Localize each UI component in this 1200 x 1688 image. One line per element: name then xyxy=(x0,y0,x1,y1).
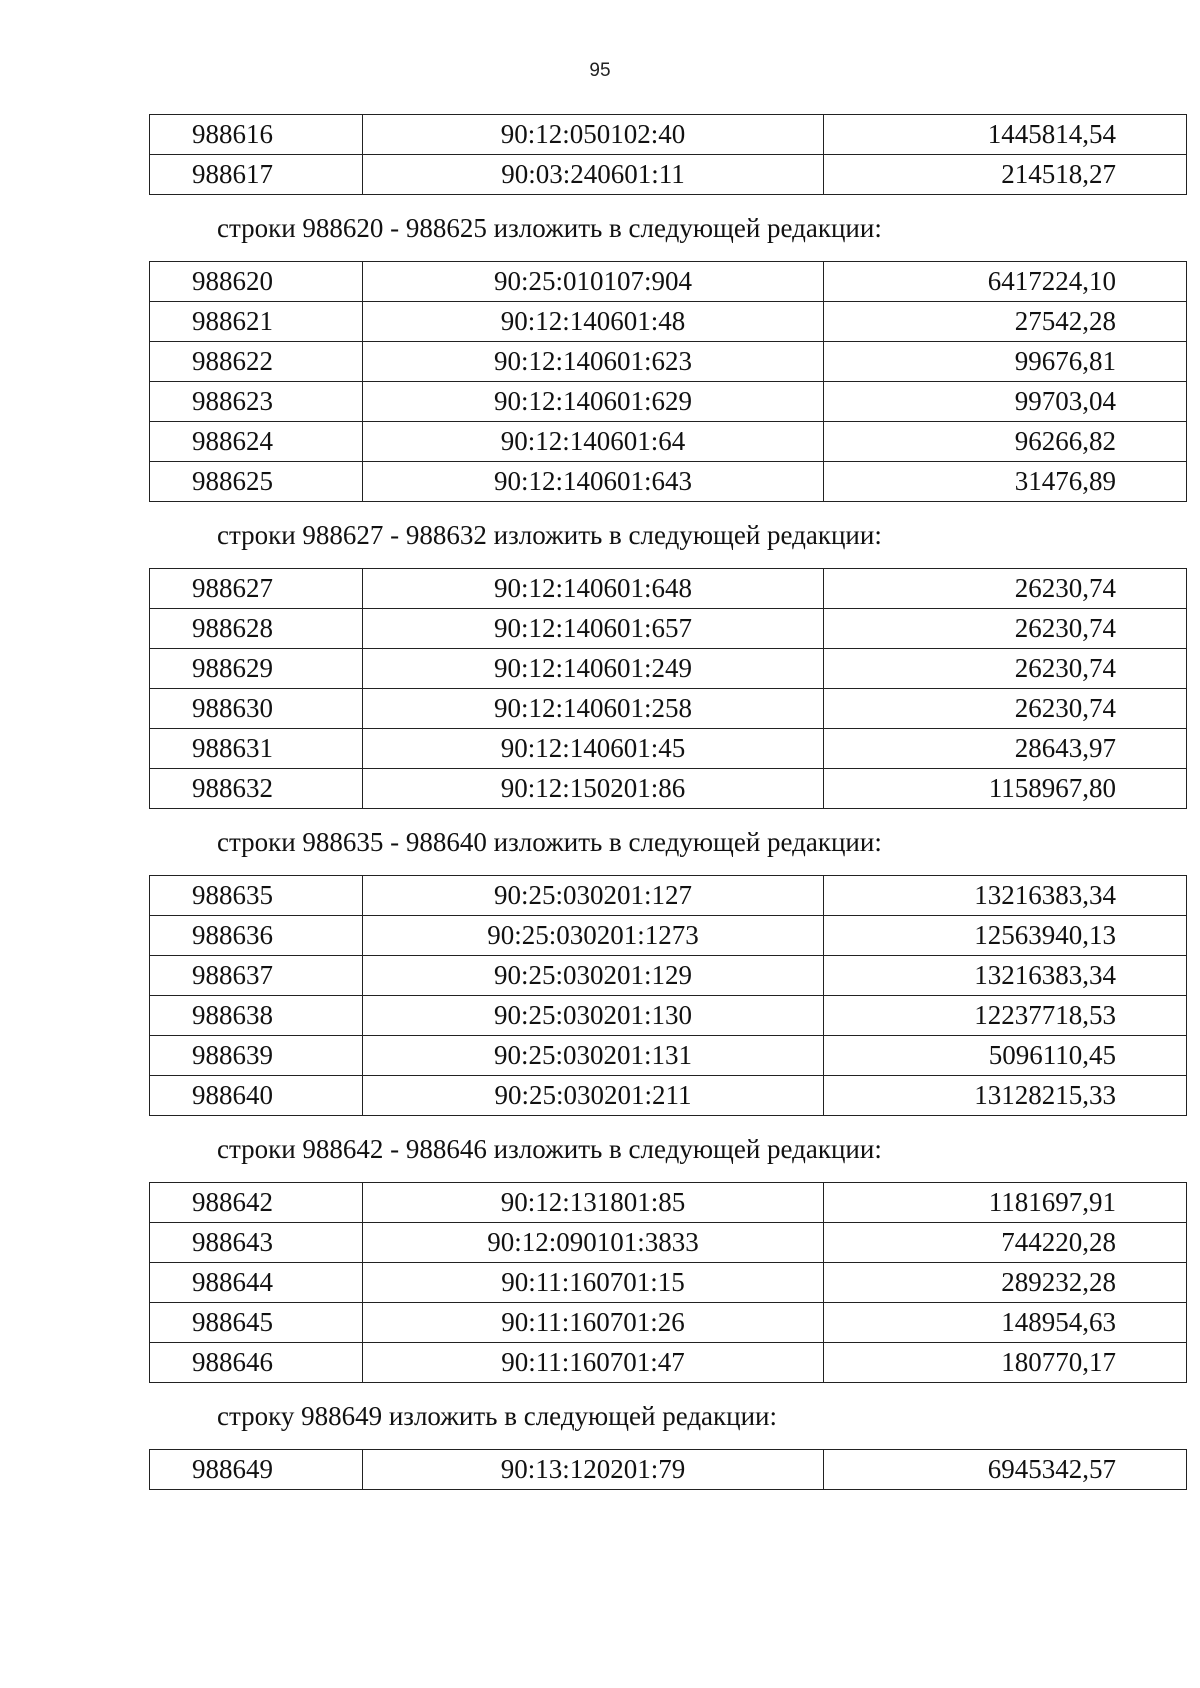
cadastral-number-cell: 90:12:140601:45 xyxy=(363,729,824,769)
table-row xyxy=(150,342,1187,382)
document-body xyxy=(149,114,1116,1490)
table-row xyxy=(150,569,1187,609)
table-row xyxy=(150,422,1187,462)
row-number-cell: 988649 xyxy=(150,1450,363,1490)
row-number-cell: 988630 xyxy=(150,689,363,729)
row-number-cell: 988620 xyxy=(150,262,363,302)
cadastral-value-cell: 214518,27 xyxy=(824,155,1187,195)
row-number-cell: 988624 xyxy=(150,422,363,462)
cadastral-number-cell: 90:12:140601:623 xyxy=(363,342,824,382)
cadastral-number-cell: 90:25:030201:129 xyxy=(363,956,824,996)
cadastral-number-cell: 90:12:140601:258 xyxy=(363,689,824,729)
cadastral-table xyxy=(149,261,1187,502)
table-row xyxy=(150,916,1187,956)
table-row xyxy=(150,729,1187,769)
row-number-cell: 988638 xyxy=(150,996,363,1036)
cadastral-value-cell: 148954,63 xyxy=(824,1303,1187,1343)
table-row xyxy=(150,1183,1187,1223)
cadastral-table xyxy=(149,875,1187,1116)
table-row xyxy=(150,1036,1187,1076)
cadastral-value-cell: 99676,81 xyxy=(824,342,1187,382)
row-number-cell: 988637 xyxy=(150,956,363,996)
cadastral-value-cell: 13216383,34 xyxy=(824,956,1187,996)
amendment-instruction: строки 988620 - 988625 изложить в следующей редакции: xyxy=(217,213,882,243)
cadastral-number-cell: 90:25:030201:131 xyxy=(363,1036,824,1076)
cadastral-number-cell: 90:25:030201:127 xyxy=(363,876,824,916)
cadastral-value-cell: 1181697,91 xyxy=(824,1183,1187,1223)
table-row xyxy=(150,462,1187,502)
row-number-cell: 988622 xyxy=(150,342,363,382)
cadastral-number-cell: 90:12:140601:249 xyxy=(363,649,824,689)
row-number-cell: 988629 xyxy=(150,649,363,689)
cadastral-value-cell: 744220,28 xyxy=(824,1223,1187,1263)
cadastral-value-cell: 26230,74 xyxy=(824,609,1187,649)
table-row xyxy=(150,115,1187,155)
table-row xyxy=(150,876,1187,916)
table-row xyxy=(150,1303,1187,1343)
cadastral-value-cell: 26230,74 xyxy=(824,649,1187,689)
cadastral-number-cell: 90:11:160701:26 xyxy=(363,1303,824,1343)
row-number-cell: 988616 xyxy=(150,115,363,155)
table-row xyxy=(150,1076,1187,1116)
cadastral-number-cell: 90:25:030201:130 xyxy=(363,996,824,1036)
amendment-instruction: строки 988635 - 988640 изложить в следующей редакции: xyxy=(217,827,882,857)
row-number-cell: 988617 xyxy=(150,155,363,195)
table-row xyxy=(150,649,1187,689)
table-row xyxy=(150,262,1187,302)
table-row xyxy=(150,1263,1187,1303)
page-number: 95 xyxy=(589,60,611,81)
cadastral-value-cell: 12237718,53 xyxy=(824,996,1187,1036)
cadastral-value-cell: 1445814,54 xyxy=(824,115,1187,155)
cadastral-number-cell: 90:03:240601:11 xyxy=(363,155,824,195)
cadastral-value-cell: 12563940,13 xyxy=(824,916,1187,956)
cadastral-number-cell: 90:25:030201:1273 xyxy=(363,916,824,956)
row-number-cell: 988646 xyxy=(150,1343,363,1383)
row-number-cell: 988642 xyxy=(150,1183,363,1223)
table-row xyxy=(150,1223,1187,1263)
cadastral-value-cell: 13216383,34 xyxy=(824,876,1187,916)
row-number-cell: 988636 xyxy=(150,916,363,956)
cadastral-table xyxy=(149,1182,1187,1383)
cadastral-value-cell: 1158967,80 xyxy=(824,769,1187,809)
cadastral-number-cell: 90:12:050102:40 xyxy=(363,115,824,155)
cadastral-table xyxy=(149,114,1187,195)
cadastral-value-cell: 289232,28 xyxy=(824,1263,1187,1303)
table-row xyxy=(150,155,1187,195)
row-number-cell: 988621 xyxy=(150,302,363,342)
row-number-cell: 988645 xyxy=(150,1303,363,1343)
cadastral-value-cell: 96266,82 xyxy=(824,422,1187,462)
row-number-cell: 988643 xyxy=(150,1223,363,1263)
table-row xyxy=(150,1343,1187,1383)
row-number-cell: 988632 xyxy=(150,769,363,809)
row-number-cell: 988631 xyxy=(150,729,363,769)
table-row xyxy=(150,689,1187,729)
row-number-cell: 988644 xyxy=(150,1263,363,1303)
cadastral-table xyxy=(149,1449,1187,1490)
amendment-instruction: строки 988642 - 988646 изложить в следующей редакции: xyxy=(217,1134,882,1164)
cadastral-number-cell: 90:12:140601:48 xyxy=(363,302,824,342)
cadastral-value-cell: 26230,74 xyxy=(824,569,1187,609)
cadastral-value-cell: 99703,04 xyxy=(824,382,1187,422)
cadastral-number-cell: 90:12:140601:643 xyxy=(363,462,824,502)
cadastral-number-cell: 90:12:140601:64 xyxy=(363,422,824,462)
cadastral-number-cell: 90:12:090101:3833 xyxy=(363,1223,824,1263)
cadastral-number-cell: 90:12:140601:657 xyxy=(363,609,824,649)
table-row xyxy=(150,769,1187,809)
table-row xyxy=(150,609,1187,649)
cadastral-number-cell: 90:12:150201:86 xyxy=(363,769,824,809)
cadastral-table xyxy=(149,568,1187,809)
cadastral-value-cell: 6417224,10 xyxy=(824,262,1187,302)
cadastral-value-cell: 27542,28 xyxy=(824,302,1187,342)
cadastral-number-cell: 90:12:140601:648 xyxy=(363,569,824,609)
cadastral-value-cell: 6945342,57 xyxy=(824,1450,1187,1490)
cadastral-number-cell: 90:11:160701:47 xyxy=(363,1343,824,1383)
row-number-cell: 988640 xyxy=(150,1076,363,1116)
amendment-instruction: строки 988627 - 988632 изложить в следующей редакции: xyxy=(217,520,882,550)
cadastral-number-cell: 90:11:160701:15 xyxy=(363,1263,824,1303)
table-row xyxy=(150,996,1187,1036)
cadastral-number-cell: 90:25:030201:211 xyxy=(363,1076,824,1116)
cadastral-value-cell: 28643,97 xyxy=(824,729,1187,769)
cadastral-value-cell: 5096110,45 xyxy=(824,1036,1187,1076)
table-row xyxy=(150,1450,1187,1490)
row-number-cell: 988628 xyxy=(150,609,363,649)
cadastral-value-cell: 31476,89 xyxy=(824,462,1187,502)
cadastral-number-cell: 90:25:010107:904 xyxy=(363,262,824,302)
cadastral-number-cell: 90:12:140601:629 xyxy=(363,382,824,422)
row-number-cell: 988623 xyxy=(150,382,363,422)
row-number-cell: 988625 xyxy=(150,462,363,502)
table-row xyxy=(150,382,1187,422)
cadastral-number-cell: 90:13:120201:79 xyxy=(363,1450,824,1490)
amendment-instruction: строку 988649 изложить в следующей редакции: xyxy=(217,1401,778,1431)
row-number-cell: 988627 xyxy=(150,569,363,609)
table-row xyxy=(150,302,1187,342)
cadastral-value-cell: 180770,17 xyxy=(824,1343,1187,1383)
cadastral-value-cell: 13128215,33 xyxy=(824,1076,1187,1116)
cadastral-value-cell: 26230,74 xyxy=(824,689,1187,729)
table-row xyxy=(150,956,1187,996)
row-number-cell: 988635 xyxy=(150,876,363,916)
cadastral-number-cell: 90:12:131801:85 xyxy=(363,1183,824,1223)
row-number-cell: 988639 xyxy=(150,1036,363,1076)
